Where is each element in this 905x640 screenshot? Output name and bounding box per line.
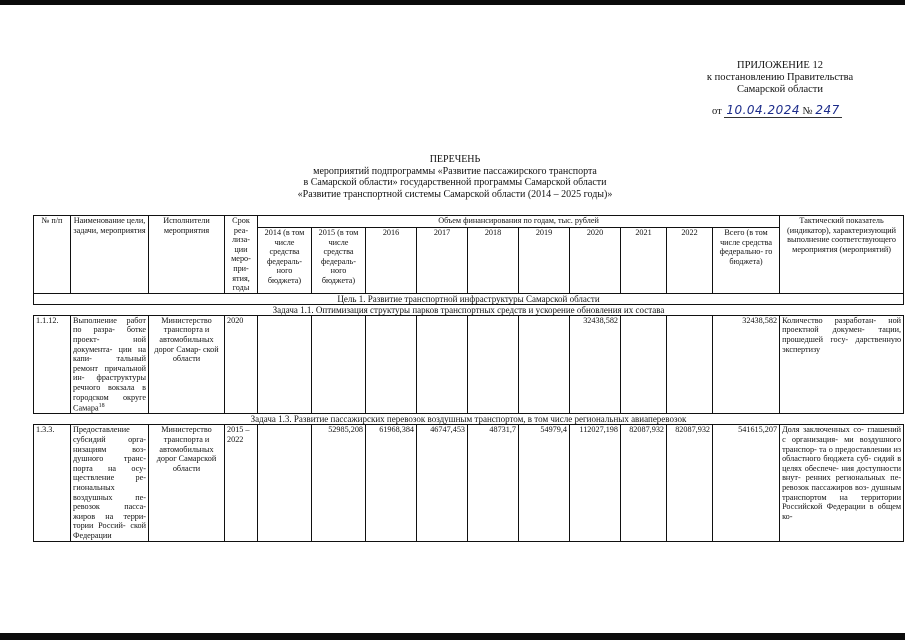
measures-table xyxy=(33,215,904,542)
header-year: 2021 xyxy=(621,227,667,293)
row-term: 2020 xyxy=(225,315,258,414)
header-executors: Исполнители мероприятия xyxy=(149,216,225,294)
header-funding: Объем финансирования по годам, тыс. рублей xyxy=(258,216,780,228)
handwritten-number: 247 xyxy=(815,103,840,117)
header-year: 2019 xyxy=(519,227,570,293)
value-2017: 46747,453 xyxy=(417,425,468,541)
row-name: Выполнение работ по разра- ботке проект- ной документа- ции на капи- тальный ремонт причальной ин- фраструктуры речного вокзала в городском округе Самара$^{18}$ xyxy=(71,315,149,414)
date-prefix: от xyxy=(712,106,722,117)
heading-line: мероприятий подпрограммы «Развитие пассажирского транспорта xyxy=(313,165,597,177)
header-num: № п/п xyxy=(34,216,71,294)
heading-line: «Развитие транспортной системы Самарской области (2014 – 2025 годы)» xyxy=(297,188,613,200)
row-name: Предоставление субсидий орга- низациям воз- душного транс- порта на осу- ществление ре- гиональных воздушных пе- ревозок пасса- жиров на терри- тории Россий- ской Федерации xyxy=(71,425,149,541)
row-executors: Министерство транспорта и автомобильных дорог Самарской области xyxy=(149,425,225,541)
value-2022: 82087,932 xyxy=(667,425,713,541)
appendix-block xyxy=(660,60,900,96)
row-indicator: Доля заключенных со- глашений с организация- ми воздушного транспор- та о предоставлении из областного бюджета суб- сидий в целях обеспече- ния доступности внут- ренних региональных пе- ревозок пассажиров воз- душным транспортом на территории Российской Федерации в общем ко- xyxy=(780,425,904,541)
goal-title: Цель 1. Развитие транспортной инфраструктуры Самарской области xyxy=(34,293,904,304)
row-executors: Министерство транспорта и автомобильных дорог Самар- ской области xyxy=(149,315,225,414)
value-2016: 61968,384 xyxy=(366,425,417,541)
heading-line: в Самарской области» государственной программы Самарской области xyxy=(303,177,607,188)
task-title: Задача 1.1. Оптимизация структуры парков транспортных средств и ускорение обновления их состава xyxy=(272,304,665,315)
goal-row xyxy=(34,293,904,304)
document-heading xyxy=(270,154,640,200)
value-2018: 48731,7 xyxy=(468,425,519,541)
number-prefix: № xyxy=(802,106,813,117)
scan-bottom-edge xyxy=(0,633,905,640)
task-title: Задача 1.3. Развитие пассажирских перевозок воздушным транспортом, в том числе региональных авиаперевозок xyxy=(250,414,687,425)
value-total: 541615,207 xyxy=(713,425,780,541)
header-year: 2022 xyxy=(667,227,713,293)
handwritten-date: 10.04.2024 xyxy=(726,103,801,117)
row-term: 2015 – 2022 xyxy=(225,425,258,541)
row-num: 1.1.12. xyxy=(34,315,71,414)
value-2015: 52985,208 xyxy=(312,425,366,541)
header-year: 2016 xyxy=(366,227,417,293)
header-name: Наименование цели, задачи, мероприятия xyxy=(71,216,149,294)
header-year: 2015 (в том числе средства федераль- ного бюджета) xyxy=(312,227,366,293)
table-header-row xyxy=(34,216,904,228)
task-row xyxy=(34,414,904,425)
header-year: 2017 xyxy=(417,227,468,293)
row-indicator: Количество разработан- ной проектной докумен- тации, прошедшей госу- дарственную экспертизу xyxy=(780,315,904,414)
value-2020: 112027,198 xyxy=(570,425,621,541)
header-term: Срок реа- лиза- ции меро- при- ятия, годы xyxy=(225,216,258,294)
value-total: 32438,582 xyxy=(713,315,780,414)
header-total: Всего (в том числе средства федерально- го бюджета) xyxy=(713,227,780,293)
scan-top-edge xyxy=(0,0,905,5)
table-row xyxy=(34,315,904,414)
value-2020: 32438,582 xyxy=(570,315,621,414)
row-num: 1.3.3. xyxy=(34,425,71,541)
value-2021: 82087,932 xyxy=(621,425,667,541)
footnote-mark: 18 xyxy=(98,403,105,410)
value-2019: 54979,4 xyxy=(519,425,570,541)
appendix-line: Самарской области xyxy=(737,84,823,95)
task-row xyxy=(34,304,904,315)
date-number-line xyxy=(712,103,842,117)
header-indicator: Тактический показатель (индикатор), характеризующий выполнение соответствующего мероприятия (мероприятий) xyxy=(780,216,904,294)
table-row xyxy=(34,425,904,541)
header-year: 2020 xyxy=(570,227,621,293)
header-year: 2014 (в том числе средства федераль- ного бюджета) xyxy=(258,227,312,293)
heading-title: ПЕРЕЧЕНЬ xyxy=(429,154,481,165)
appendix-title: ПРИЛОЖЕНИЕ 12 xyxy=(737,60,823,71)
appendix-line: к постановлению Правительства xyxy=(706,72,854,83)
header-year: 2018 xyxy=(468,227,519,293)
